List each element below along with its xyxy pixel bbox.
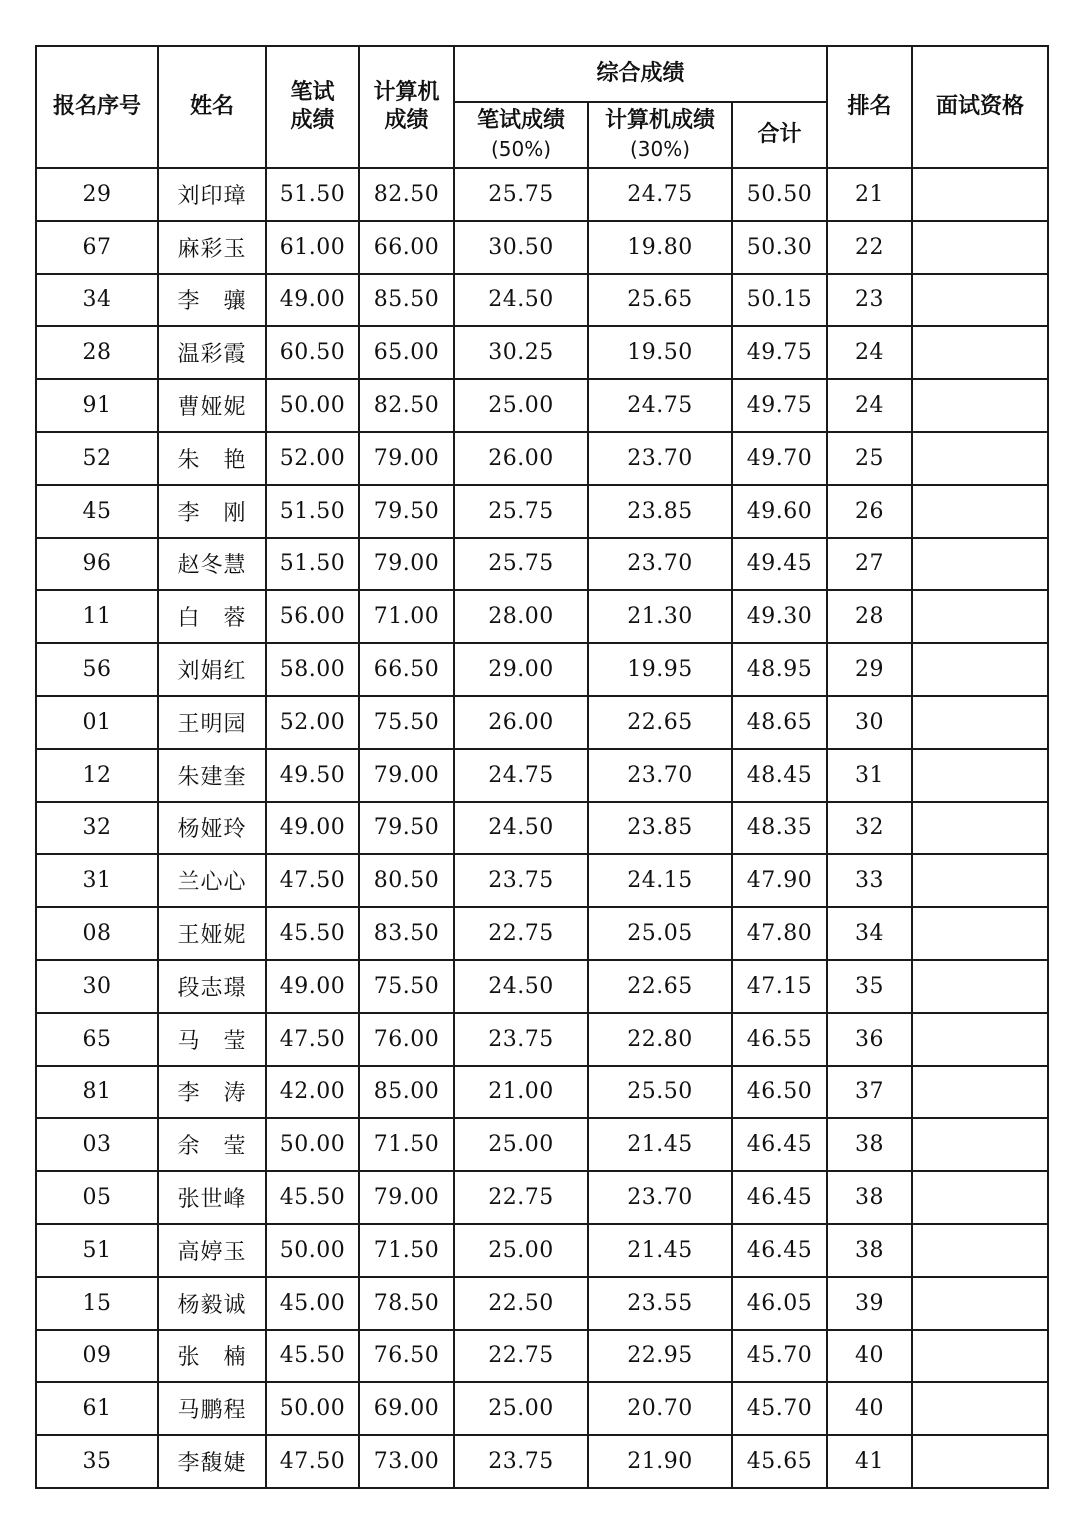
header-composite-computer <box>588 102 732 168</box>
table-header <box>36 46 1048 168</box>
cell-computer: 85.00 <box>359 1066 454 1119</box>
header-id: 报名序号 <box>36 46 158 168</box>
cell-computer: 76.00 <box>359 1013 454 1066</box>
cell-interview <box>912 274 1048 327</box>
cell-written-weighted: 24.50 <box>454 802 588 855</box>
cell-written-weighted: 24.50 <box>454 274 588 327</box>
cell-name: 李 涛 <box>158 1066 266 1119</box>
cell-computer-weighted: 24.75 <box>588 379 732 432</box>
cell-written: 50.00 <box>266 379 359 432</box>
cell-written-weighted: 25.00 <box>454 379 588 432</box>
cell-rank: 38 <box>827 1171 912 1224</box>
header-composite-written-line1: 笔试成绩 <box>476 108 565 133</box>
cell-total: 50.30 <box>732 221 827 274</box>
cell-interview <box>912 221 1048 274</box>
cell-computer-weighted: 24.15 <box>588 854 732 907</box>
table-row <box>36 485 1048 538</box>
cell-written-weighted: 23.75 <box>454 854 588 907</box>
cell-interview <box>912 168 1048 221</box>
cell-id: 12 <box>36 749 158 802</box>
cell-interview <box>912 432 1048 485</box>
cell-computer: 82.50 <box>359 168 454 221</box>
cell-interview <box>912 907 1048 960</box>
table-row <box>36 802 1048 855</box>
cell-computer: 75.50 <box>359 696 454 749</box>
cell-rank: 28 <box>827 590 912 643</box>
cell-rank: 26 <box>827 485 912 538</box>
cell-written-weighted: 25.75 <box>454 168 588 221</box>
cell-computer: 78.50 <box>359 1277 454 1330</box>
cell-total: 49.75 <box>732 326 827 379</box>
cell-rank: 22 <box>827 221 912 274</box>
header-composite-written-line2: (50%) <box>490 137 552 161</box>
cell-total: 47.90 <box>732 854 827 907</box>
cell-rank: 38 <box>827 1224 912 1277</box>
cell-name: 马 莹 <box>158 1013 266 1066</box>
table-row <box>36 854 1048 907</box>
cell-computer: 73.00 <box>359 1435 454 1488</box>
cell-interview <box>912 696 1048 749</box>
cell-rank: 24 <box>827 379 912 432</box>
cell-id: 05 <box>36 1171 158 1224</box>
cell-written: 45.50 <box>266 1171 359 1224</box>
cell-id: 35 <box>36 1435 158 1488</box>
cell-computer: 69.00 <box>359 1382 454 1435</box>
table-row <box>36 1118 1048 1171</box>
cell-rank: 35 <box>827 960 912 1013</box>
table-row <box>36 1066 1048 1119</box>
cell-interview <box>912 379 1048 432</box>
table-row <box>36 907 1048 960</box>
cell-rank: 37 <box>827 1066 912 1119</box>
cell-written-weighted: 22.75 <box>454 907 588 960</box>
table-body <box>36 168 1048 1488</box>
cell-rank: 36 <box>827 1013 912 1066</box>
cell-written: 61.00 <box>266 221 359 274</box>
cell-name: 李 刚 <box>158 485 266 538</box>
cell-rank: 39 <box>827 1277 912 1330</box>
cell-total: 49.70 <box>732 432 827 485</box>
cell-computer: 75.50 <box>359 960 454 1013</box>
cell-computer: 71.50 <box>359 1118 454 1171</box>
cell-id: 28 <box>36 326 158 379</box>
cell-written: 50.00 <box>266 1224 359 1277</box>
table-row <box>36 326 1048 379</box>
table-row <box>36 379 1048 432</box>
cell-id: 30 <box>36 960 158 1013</box>
cell-rank: 38 <box>827 1118 912 1171</box>
cell-written-weighted: 24.75 <box>454 749 588 802</box>
cell-written: 47.50 <box>266 1013 359 1066</box>
header-row-top <box>36 46 1048 102</box>
cell-name: 温彩霞 <box>158 326 266 379</box>
cell-written: 60.50 <box>266 326 359 379</box>
cell-name: 白 蓉 <box>158 590 266 643</box>
cell-id: 51 <box>36 1224 158 1277</box>
cell-written-weighted: 25.00 <box>454 1118 588 1171</box>
cell-computer-weighted: 22.80 <box>588 1013 732 1066</box>
cell-computer: 80.50 <box>359 854 454 907</box>
cell-written: 45.50 <box>266 907 359 960</box>
cell-total: 45.65 <box>732 1435 827 1488</box>
cell-id: 65 <box>36 1013 158 1066</box>
cell-computer-weighted: 23.70 <box>588 432 732 485</box>
cell-interview <box>912 1171 1048 1224</box>
cell-total: 48.45 <box>732 749 827 802</box>
table-row <box>36 221 1048 274</box>
cell-written-weighted: 30.25 <box>454 326 588 379</box>
cell-total: 49.30 <box>732 590 827 643</box>
cell-computer: 66.50 <box>359 643 454 696</box>
cell-rank: 27 <box>827 538 912 591</box>
cell-computer-weighted: 21.45 <box>588 1224 732 1277</box>
cell-computer: 71.50 <box>359 1224 454 1277</box>
cell-written: 58.00 <box>266 643 359 696</box>
cell-id: 96 <box>36 538 158 591</box>
cell-rank: 40 <box>827 1330 912 1383</box>
cell-computer: 79.00 <box>359 538 454 591</box>
cell-total: 48.95 <box>732 643 827 696</box>
cell-interview <box>912 1277 1048 1330</box>
header-written-score-line1: 笔试 <box>290 80 335 105</box>
cell-written: 51.50 <box>266 168 359 221</box>
cell-computer: 76.50 <box>359 1330 454 1383</box>
cell-interview <box>912 802 1048 855</box>
cell-written-weighted: 25.75 <box>454 538 588 591</box>
cell-written: 51.50 <box>266 538 359 591</box>
cell-computer-weighted: 23.70 <box>588 538 732 591</box>
cell-total: 49.60 <box>732 485 827 538</box>
cell-written-weighted: 26.00 <box>454 432 588 485</box>
cell-written-weighted: 25.00 <box>454 1382 588 1435</box>
cell-rank: 40 <box>827 1382 912 1435</box>
cell-name: 张世峰 <box>158 1171 266 1224</box>
cell-computer: 83.50 <box>359 907 454 960</box>
cell-computer-weighted: 24.75 <box>588 168 732 221</box>
cell-id: 81 <box>36 1066 158 1119</box>
cell-computer: 79.00 <box>359 749 454 802</box>
score-table <box>35 45 1049 1489</box>
cell-rank: 31 <box>827 749 912 802</box>
cell-rank: 21 <box>827 168 912 221</box>
cell-written-weighted: 22.75 <box>454 1330 588 1383</box>
cell-computer-weighted: 25.05 <box>588 907 732 960</box>
table-row <box>36 1330 1048 1383</box>
cell-interview <box>912 1224 1048 1277</box>
table-row <box>36 590 1048 643</box>
cell-computer: 79.00 <box>359 432 454 485</box>
table-row <box>36 1171 1048 1224</box>
cell-name: 兰心心 <box>158 854 266 907</box>
header-composite-written <box>454 102 588 168</box>
cell-interview <box>912 1330 1048 1383</box>
table-row <box>36 168 1048 221</box>
cell-interview <box>912 1382 1048 1435</box>
cell-total: 48.65 <box>732 696 827 749</box>
header-computer-score-line2: 成绩 <box>384 108 429 133</box>
cell-id: 29 <box>36 168 158 221</box>
cell-name: 麻彩玉 <box>158 221 266 274</box>
cell-written-weighted: 23.75 <box>454 1435 588 1488</box>
cell-total: 49.45 <box>732 538 827 591</box>
cell-total: 47.80 <box>732 907 827 960</box>
cell-total: 50.15 <box>732 274 827 327</box>
cell-computer-weighted: 20.70 <box>588 1382 732 1435</box>
cell-computer-weighted: 22.65 <box>588 960 732 1013</box>
cell-name: 段志璟 <box>158 960 266 1013</box>
cell-id: 09 <box>36 1330 158 1383</box>
cell-written-weighted: 22.75 <box>454 1171 588 1224</box>
cell-interview <box>912 1435 1048 1488</box>
table-row <box>36 696 1048 749</box>
cell-total: 45.70 <box>732 1382 827 1435</box>
cell-total: 50.50 <box>732 168 827 221</box>
cell-written: 49.00 <box>266 960 359 1013</box>
cell-rank: 24 <box>827 326 912 379</box>
cell-written: 49.50 <box>266 749 359 802</box>
header-written-score <box>266 46 359 168</box>
cell-written: 49.00 <box>266 802 359 855</box>
cell-computer: 79.50 <box>359 802 454 855</box>
cell-interview <box>912 590 1048 643</box>
table-row <box>36 1224 1048 1277</box>
cell-interview <box>912 854 1048 907</box>
cell-written: 45.00 <box>266 1277 359 1330</box>
cell-total: 46.55 <box>732 1013 827 1066</box>
cell-id: 45 <box>36 485 158 538</box>
cell-written-weighted: 25.00 <box>454 1224 588 1277</box>
cell-computer-weighted: 19.50 <box>588 326 732 379</box>
cell-id: 08 <box>36 907 158 960</box>
cell-name: 高婷玉 <box>158 1224 266 1277</box>
cell-rank: 34 <box>827 907 912 960</box>
cell-rank: 32 <box>827 802 912 855</box>
cell-name: 王娅妮 <box>158 907 266 960</box>
cell-total: 49.75 <box>732 379 827 432</box>
cell-total: 46.45 <box>732 1118 827 1171</box>
header-total: 合计 <box>732 102 827 168</box>
cell-total: 46.45 <box>732 1224 827 1277</box>
cell-computer-weighted: 23.70 <box>588 1171 732 1224</box>
cell-computer: 85.50 <box>359 274 454 327</box>
cell-computer-weighted: 23.55 <box>588 1277 732 1330</box>
cell-computer: 79.00 <box>359 1171 454 1224</box>
cell-name: 刘印璋 <box>158 168 266 221</box>
cell-written-weighted: 24.50 <box>454 960 588 1013</box>
cell-computer-weighted: 19.95 <box>588 643 732 696</box>
cell-interview <box>912 326 1048 379</box>
cell-id: 15 <box>36 1277 158 1330</box>
cell-computer-weighted: 22.95 <box>588 1330 732 1383</box>
table-row <box>36 538 1048 591</box>
cell-id: 01 <box>36 696 158 749</box>
cell-id: 34 <box>36 274 158 327</box>
cell-computer-weighted: 21.45 <box>588 1118 732 1171</box>
cell-name: 杨娅玲 <box>158 802 266 855</box>
header-computer-score-line1: 计算机 <box>373 80 440 105</box>
cell-written-weighted: 30.50 <box>454 221 588 274</box>
cell-rank: 23 <box>827 274 912 327</box>
cell-name: 李馥婕 <box>158 1435 266 1488</box>
cell-name: 朱 艳 <box>158 432 266 485</box>
cell-id: 32 <box>36 802 158 855</box>
cell-name: 张 楠 <box>158 1330 266 1383</box>
cell-computer: 66.00 <box>359 221 454 274</box>
cell-computer-weighted: 22.65 <box>588 696 732 749</box>
cell-computer-weighted: 23.85 <box>588 485 732 538</box>
table-row <box>36 749 1048 802</box>
cell-interview <box>912 485 1048 538</box>
table-row <box>36 1382 1048 1435</box>
cell-id: 67 <box>36 221 158 274</box>
cell-written: 56.00 <box>266 590 359 643</box>
cell-name: 李 骧 <box>158 274 266 327</box>
cell-rank: 25 <box>827 432 912 485</box>
cell-written: 42.00 <box>266 1066 359 1119</box>
cell-name: 赵冬慧 <box>158 538 266 591</box>
cell-name: 刘娟红 <box>158 643 266 696</box>
cell-id: 11 <box>36 590 158 643</box>
cell-name: 马鹏程 <box>158 1382 266 1435</box>
cell-name: 余 莹 <box>158 1118 266 1171</box>
cell-written-weighted: 21.00 <box>454 1066 588 1119</box>
cell-rank: 30 <box>827 696 912 749</box>
cell-written-weighted: 22.50 <box>454 1277 588 1330</box>
cell-computer-weighted: 25.65 <box>588 274 732 327</box>
cell-name: 杨毅诚 <box>158 1277 266 1330</box>
cell-written-weighted: 29.00 <box>454 643 588 696</box>
cell-computer-weighted: 23.70 <box>588 749 732 802</box>
header-name: 姓名 <box>158 46 266 168</box>
cell-written-weighted: 25.75 <box>454 485 588 538</box>
cell-computer: 82.50 <box>359 379 454 432</box>
cell-written: 50.00 <box>266 1382 359 1435</box>
header-rank: 排名 <box>827 46 912 168</box>
cell-computer-weighted: 21.90 <box>588 1435 732 1488</box>
header-composite-computer-line1: 计算机成绩 <box>604 108 715 133</box>
cell-written-weighted: 23.75 <box>454 1013 588 1066</box>
cell-computer: 65.00 <box>359 326 454 379</box>
cell-total: 45.70 <box>732 1330 827 1383</box>
table-row <box>36 1277 1048 1330</box>
cell-total: 46.45 <box>732 1171 827 1224</box>
cell-written: 49.00 <box>266 274 359 327</box>
table-row <box>36 432 1048 485</box>
table-row <box>36 960 1048 1013</box>
cell-interview <box>912 538 1048 591</box>
cell-interview <box>912 1118 1048 1171</box>
cell-id: 61 <box>36 1382 158 1435</box>
cell-total: 48.35 <box>732 802 827 855</box>
table-row <box>36 643 1048 696</box>
cell-computer: 71.00 <box>359 590 454 643</box>
cell-written: 47.50 <box>266 854 359 907</box>
cell-computer-weighted: 21.30 <box>588 590 732 643</box>
table-row <box>36 1435 1048 1488</box>
cell-written: 50.00 <box>266 1118 359 1171</box>
header-interview: 面试资格 <box>912 46 1048 168</box>
cell-name: 曹娅妮 <box>158 379 266 432</box>
cell-written-weighted: 26.00 <box>454 696 588 749</box>
cell-total: 46.50 <box>732 1066 827 1119</box>
cell-written: 51.50 <box>266 485 359 538</box>
cell-total: 47.15 <box>732 960 827 1013</box>
cell-id: 31 <box>36 854 158 907</box>
score-sheet <box>35 45 1047 1489</box>
cell-interview <box>912 960 1048 1013</box>
table-row <box>36 274 1048 327</box>
cell-total: 46.05 <box>732 1277 827 1330</box>
cell-computer-weighted: 25.50 <box>588 1066 732 1119</box>
cell-id: 91 <box>36 379 158 432</box>
cell-interview <box>912 1013 1048 1066</box>
cell-written: 45.50 <box>266 1330 359 1383</box>
cell-name: 朱建奎 <box>158 749 266 802</box>
cell-written: 52.00 <box>266 696 359 749</box>
cell-rank: 41 <box>827 1435 912 1488</box>
header-written-score-line2: 成绩 <box>290 108 335 133</box>
cell-id: 56 <box>36 643 158 696</box>
cell-computer: 79.50 <box>359 485 454 538</box>
cell-rank: 33 <box>827 854 912 907</box>
cell-interview <box>912 749 1048 802</box>
cell-interview <box>912 1066 1048 1119</box>
cell-rank: 29 <box>827 643 912 696</box>
cell-written: 47.50 <box>266 1435 359 1488</box>
cell-written-weighted: 28.00 <box>454 590 588 643</box>
cell-computer-weighted: 19.80 <box>588 221 732 274</box>
header-composite-computer-line2: (30%) <box>629 137 691 161</box>
header-computer-score <box>359 46 454 168</box>
cell-name: 王明园 <box>158 696 266 749</box>
cell-id: 52 <box>36 432 158 485</box>
cell-computer-weighted: 23.85 <box>588 802 732 855</box>
table-row <box>36 1013 1048 1066</box>
header-composite-score: 综合成绩 <box>454 46 827 102</box>
cell-written: 52.00 <box>266 432 359 485</box>
cell-id: 03 <box>36 1118 158 1171</box>
cell-interview <box>912 643 1048 696</box>
